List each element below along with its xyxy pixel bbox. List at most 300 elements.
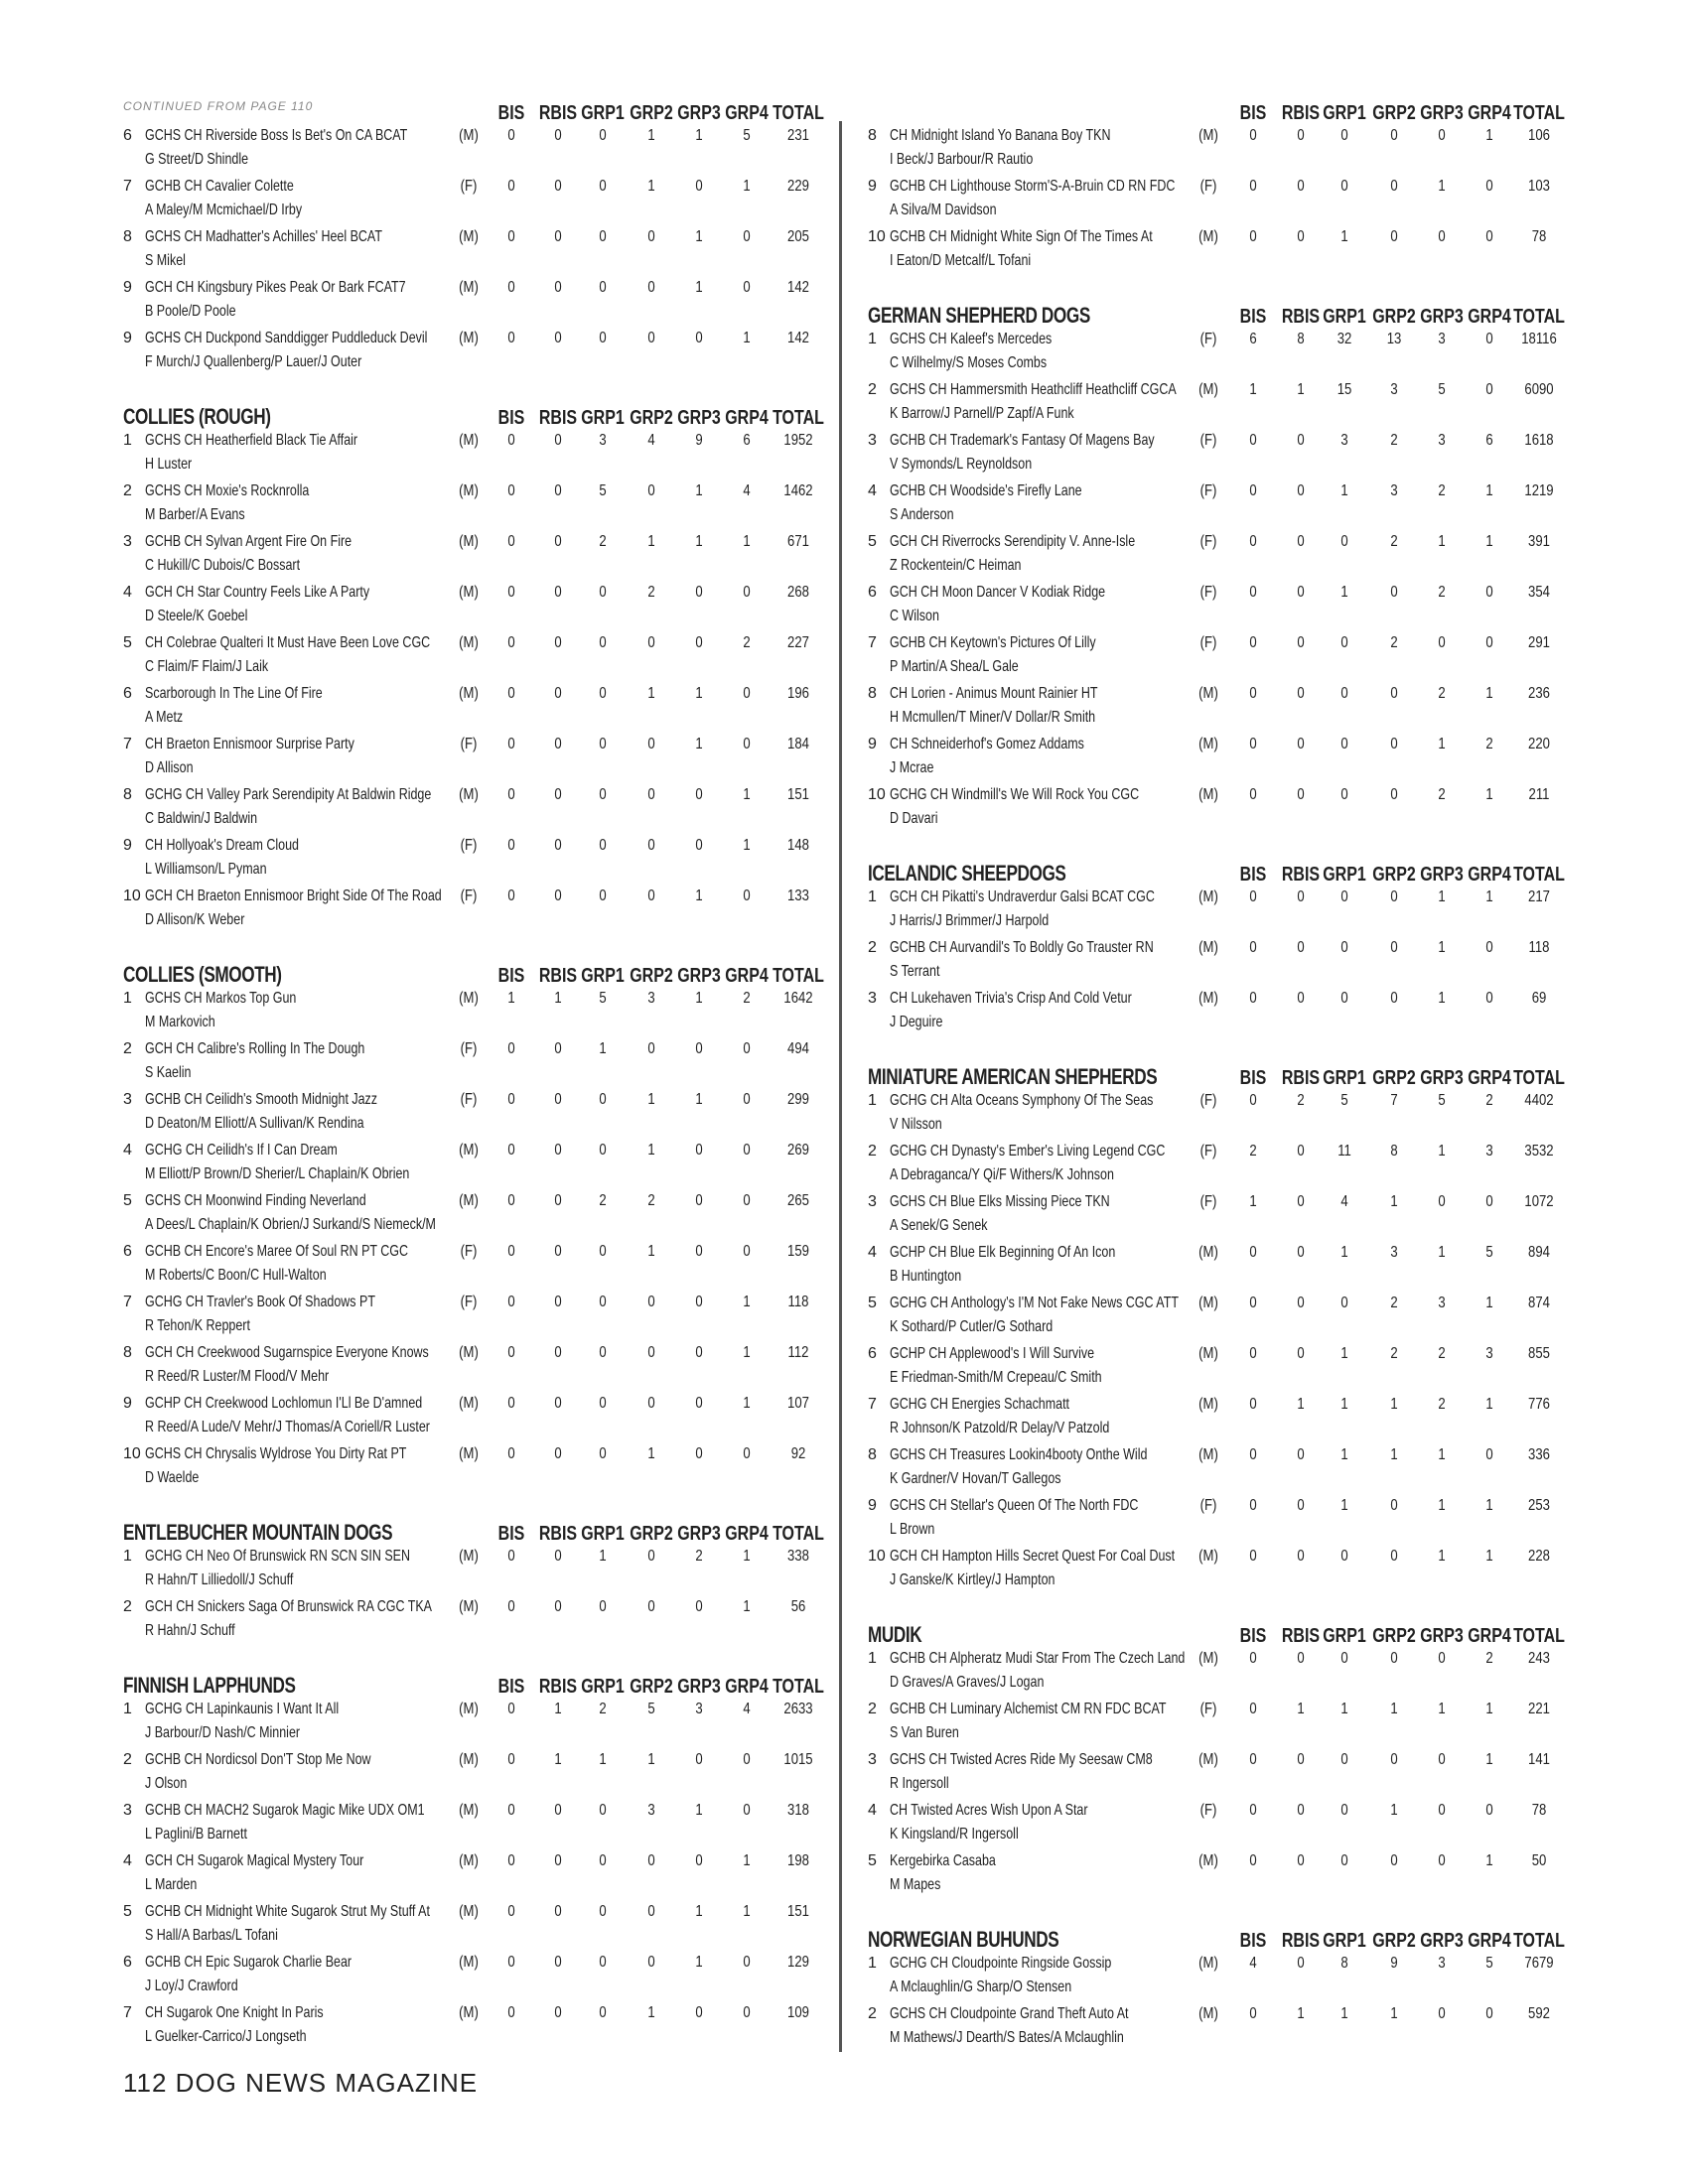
stat-grp1: 3 <box>1340 432 1348 449</box>
stat-bis: 0 <box>1249 1650 1257 1667</box>
stat-grp3: 1 <box>695 1954 703 1971</box>
stat-grp4: 0 <box>1485 634 1493 651</box>
stat-grp4: 1 <box>1485 127 1493 144</box>
stat-grp3: 3 <box>1438 432 1446 449</box>
stat-grp3: 1 <box>695 685 703 702</box>
rank: 4 <box>123 584 132 601</box>
stat-grp2: 1 <box>1390 1396 1398 1413</box>
owners: S Kaelin <box>145 1064 192 1081</box>
stat-bis: 0 <box>1249 685 1257 702</box>
owners: D Allison <box>145 759 194 776</box>
dog-entry <box>864 331 1569 381</box>
stat-grp4: 5 <box>1485 1244 1493 1261</box>
stat-grp1: 0 <box>1340 533 1348 550</box>
stat-grp1: 1 <box>1340 2005 1348 2022</box>
stat-grp1: 1 <box>1340 1497 1348 1514</box>
rank: 3 <box>123 1802 132 1819</box>
stat-total: 220 <box>1528 736 1550 752</box>
owners: C Wilson <box>890 608 939 624</box>
rank: 3 <box>123 533 132 550</box>
stat-grp4: 1 <box>1485 685 1493 702</box>
sex: (M) <box>459 1142 479 1159</box>
column-divider <box>839 121 842 2052</box>
owners: A Debraganca/Y Qi/F Withers/K Johnson <box>890 1166 1114 1183</box>
column-header-total: TOTAL <box>1513 864 1565 886</box>
stat-grp3: 0 <box>695 786 703 803</box>
stat-grp4: 1 <box>1485 1701 1493 1717</box>
stat-rbis: 0 <box>1297 786 1305 803</box>
stat-rbis: 1 <box>554 1751 562 1768</box>
stat-bis: 0 <box>507 786 515 803</box>
stat-bis: 0 <box>507 1344 515 1361</box>
column-header-grp2: GRP2 <box>630 1523 673 1545</box>
stat-rbis: 0 <box>1297 1497 1305 1514</box>
stat-rbis: 0 <box>1297 1650 1305 1667</box>
stat-total: 92 <box>790 1445 806 1462</box>
sex: (M) <box>459 1852 479 1869</box>
stat-grp3: 1 <box>695 736 703 752</box>
breed-section <box>119 960 824 1496</box>
stat-rbis: 0 <box>1297 1244 1305 1261</box>
stat-grp1: 0 <box>1340 1548 1348 1565</box>
stat-rbis: 0 <box>554 1802 562 1819</box>
column-header-total: TOTAL <box>773 102 824 124</box>
dog-name: GCHB CH Epic Sugarok Charlie Bear <box>145 1954 352 1971</box>
stat-grp4: 5 <box>743 127 751 144</box>
column-header-grp3: GRP3 <box>677 1523 721 1545</box>
dog-name: GCHS CH Heatherfield Black Tie Affair <box>145 432 358 449</box>
stat-rbis: 0 <box>1297 634 1305 651</box>
owners: I Beck/J Barbour/R Rautio <box>890 151 1034 168</box>
stat-rbis: 0 <box>554 1294 562 1310</box>
stat-total: 151 <box>787 786 809 803</box>
stat-grp1: 1 <box>1340 1396 1348 1413</box>
breed-title: COLLIES (SMOOTH) <box>123 962 282 987</box>
dog-name: GCHS CH Hammersmith Heathcliff Heathcliff CGCA <box>890 381 1177 398</box>
stat-grp1: 1 <box>599 1751 607 1768</box>
stat-bis: 0 <box>507 685 515 702</box>
dog-entry <box>119 1802 819 1852</box>
owners: H Luster <box>145 456 193 473</box>
dog-name: GCHP CH Blue Elk Beginning Of An Icon <box>890 1244 1116 1261</box>
owners: L Brown <box>890 1521 935 1538</box>
rank: 2 <box>868 381 877 398</box>
dog-entry <box>864 1244 1569 1295</box>
section-header <box>864 1620 1569 1650</box>
column-header-grp4: GRP4 <box>725 1523 769 1545</box>
column-header-grp3: GRP3 <box>1420 864 1464 886</box>
stat-grp4: 3 <box>1485 1143 1493 1160</box>
stat-bis: 0 <box>1249 990 1257 1007</box>
dog-entry <box>864 786 1569 837</box>
stat-grp2: 1 <box>647 127 655 144</box>
owners: J Mcrae <box>890 759 934 776</box>
stat-total: 78 <box>1531 228 1547 245</box>
stat-total: 151 <box>787 1903 809 1920</box>
stat-grp2: 0 <box>647 279 655 296</box>
stat-grp4: 1 <box>1485 1548 1493 1565</box>
stat-grp3: 5 <box>1438 381 1446 398</box>
stat-grp1: 0 <box>599 1802 607 1819</box>
dog-name: Kergebirka Casaba <box>890 1852 996 1869</box>
dog-name: GCHS CH Blue Elks Missing Piece TKN <box>890 1193 1110 1210</box>
column-header-grp4: GRP4 <box>725 407 769 429</box>
stat-total: 291 <box>1528 634 1550 651</box>
stat-grp2: 1 <box>1390 1802 1398 1819</box>
stat-grp3: 0 <box>1438 1802 1446 1819</box>
stat-grp1: 0 <box>599 634 607 651</box>
stat-total: 106 <box>1528 127 1550 144</box>
dog-name: GCHB CH Nordicsol Don'T Stop Me Now <box>145 1751 371 1768</box>
rank: 3 <box>868 1751 877 1768</box>
owners: S Mikel <box>145 252 186 269</box>
column-header-bis: BIS <box>1239 1930 1267 1952</box>
stat-rbis: 0 <box>554 1395 562 1412</box>
dog-entry <box>119 1344 819 1395</box>
stat-total: 338 <box>787 1548 809 1565</box>
dog-entry <box>864 888 1569 939</box>
stat-total: 229 <box>787 178 809 195</box>
stat-grp4: 0 <box>1485 2005 1493 2022</box>
column-header-grp4: GRP4 <box>1468 1930 1511 1952</box>
column-header-total: TOTAL <box>1513 102 1565 124</box>
column-header-total: TOTAL <box>1513 1930 1565 1952</box>
stat-total: 1219 <box>1524 482 1554 499</box>
column-header-grp3: GRP3 <box>1420 1625 1464 1647</box>
stat-grp1: 0 <box>599 1344 607 1361</box>
column-header-bis: BIS <box>497 407 525 429</box>
rank: 5 <box>868 1852 877 1869</box>
stat-grp4: 0 <box>743 1954 751 1971</box>
dog-entry <box>119 1142 819 1192</box>
stat-grp4: 1 <box>743 1344 751 1361</box>
stat-bis: 0 <box>1249 1701 1257 1717</box>
stat-bis: 0 <box>507 1395 515 1412</box>
stat-grp1: 0 <box>1340 736 1348 752</box>
stat-grp3: 2 <box>1438 685 1446 702</box>
stat-grp3: 0 <box>695 1751 703 1768</box>
stat-rbis: 0 <box>554 2004 562 2021</box>
stat-rbis: 0 <box>554 1142 562 1159</box>
stat-bis: 0 <box>1249 1396 1257 1413</box>
stat-bis: 0 <box>1249 228 1257 245</box>
stat-total: 318 <box>787 1802 809 1819</box>
stat-grp1: 11 <box>1337 1143 1351 1160</box>
stat-bis: 0 <box>507 1294 515 1310</box>
stat-rbis: 0 <box>1297 584 1305 601</box>
stat-grp3: 0 <box>695 1243 703 1260</box>
stat-grp3: 2 <box>1438 482 1446 499</box>
stat-grp2: 0 <box>647 228 655 245</box>
owners: D Allison/K Weber <box>145 911 245 928</box>
rank: 8 <box>868 685 877 702</box>
stat-grp1: 1 <box>1340 228 1348 245</box>
stat-grp4: 0 <box>1485 331 1493 347</box>
column-header-grp1: GRP1 <box>581 965 625 987</box>
stat-rbis: 0 <box>1297 533 1305 550</box>
dog-entry <box>119 279 819 330</box>
dog-name: CH Midnight Island Yo Banana Boy TKN <box>890 127 1111 144</box>
stat-rbis: 0 <box>554 533 562 550</box>
dog-entry <box>119 178 819 228</box>
stat-bis: 0 <box>1249 482 1257 499</box>
stat-bis: 0 <box>507 1091 515 1108</box>
column-header-rbis: RBIS <box>1281 306 1321 328</box>
rank: 9 <box>123 330 132 346</box>
breed-section <box>864 1925 1569 2056</box>
breed-title: ICELANDIC SHEEPDOGS <box>868 861 1066 886</box>
stat-bis: 0 <box>1249 127 1257 144</box>
dog-entry <box>119 634 819 685</box>
stat-grp3: 0 <box>695 178 703 195</box>
rank: 8 <box>123 228 132 245</box>
stat-bis: 0 <box>1249 1295 1257 1311</box>
sex: (M) <box>459 990 479 1007</box>
rank: 5 <box>868 1295 877 1311</box>
stat-grp4: 1 <box>1485 1497 1493 1514</box>
owners: A Senek/G Senek <box>890 1217 988 1234</box>
column-header-grp2: GRP2 <box>630 407 673 429</box>
owners: H Mcmullen/T Miner/V Dollar/R Smith <box>890 709 1096 726</box>
stat-grp3: 9 <box>695 432 703 449</box>
column-header-bis: BIS <box>497 965 525 987</box>
dog-entry <box>119 1751 819 1802</box>
dog-entry <box>864 939 1569 990</box>
owners: D Graves/A Graves/J Logan <box>890 1674 1045 1691</box>
stat-total: 231 <box>787 127 809 144</box>
dog-entry <box>864 1852 1569 1903</box>
rank: 4 <box>868 1244 877 1261</box>
stat-grp3: 1 <box>695 1091 703 1108</box>
rank: 1 <box>123 1701 132 1717</box>
stat-grp2: 0 <box>647 1294 655 1310</box>
owners: C Baldwin/J Baldwin <box>145 810 258 827</box>
stat-rbis: 0 <box>554 1192 562 1209</box>
column-header-grp3: GRP3 <box>1420 306 1464 328</box>
dog-name: GCHS CH Moonwind Finding Neverland <box>145 1192 366 1209</box>
stat-grp4: 6 <box>1485 432 1493 449</box>
dog-entry <box>864 2005 1569 2056</box>
stat-grp1: 0 <box>1340 127 1348 144</box>
stat-rbis: 0 <box>1297 888 1305 905</box>
dog-name: GCHB CH Lighthouse Storm'S-A-Bruin CD RN FDC <box>890 178 1176 195</box>
stat-bis: 1 <box>1249 1193 1257 1210</box>
owners: B Huntington <box>890 1268 962 1285</box>
stat-bis: 0 <box>507 1903 515 1920</box>
stat-bis: 0 <box>507 1142 515 1159</box>
stat-grp1: 0 <box>599 736 607 752</box>
sex: (M) <box>459 584 479 601</box>
rank: 6 <box>123 1243 132 1260</box>
dog-entry <box>864 1701 1569 1751</box>
dog-name: GCHG CH Ceilidh's If I Can Dream <box>145 1142 338 1159</box>
stat-grp4: 0 <box>743 1040 751 1057</box>
dog-name: GCH CH Calibre's Rolling In The Dough <box>145 1040 365 1057</box>
stat-total: 265 <box>787 1192 809 1209</box>
stat-total: 211 <box>1528 786 1550 803</box>
rank: 7 <box>123 178 132 195</box>
stat-grp4: 1 <box>1485 1751 1493 1768</box>
stat-total: 184 <box>787 736 809 752</box>
rank: 5 <box>123 1192 132 1209</box>
stat-rbis: 0 <box>554 432 562 449</box>
owners: M Elliott/P Brown/D Sherier/L Chaplain/K Obrien <box>145 1165 410 1182</box>
stat-total: 1952 <box>783 432 813 449</box>
stat-grp4: 1 <box>1485 1396 1493 1413</box>
stat-grp4: 1 <box>743 1395 751 1412</box>
stat-rbis: 0 <box>1297 990 1305 1007</box>
rank: 5 <box>123 1903 132 1920</box>
stat-bis: 0 <box>1249 1852 1257 1869</box>
stat-rbis: 1 <box>1297 2005 1305 2022</box>
owners: K Barrow/J Parnell/P Zapf/A Funk <box>890 405 1074 422</box>
stat-grp1: 0 <box>599 178 607 195</box>
stat-grp1: 0 <box>599 1294 607 1310</box>
dog-name: GCH CH Star Country Feels Like A Party <box>145 584 370 601</box>
sex: (F) <box>1199 178 1217 195</box>
stat-grp1: 0 <box>599 1142 607 1159</box>
rank: 1 <box>123 990 132 1007</box>
stat-grp2: 5 <box>647 1701 655 1717</box>
sex: (F) <box>1199 533 1217 550</box>
stat-grp3: 1 <box>1438 939 1446 956</box>
owners: D Deaton/M Elliott/A Sullivan/K Rendina <box>145 1115 364 1132</box>
rank: 3 <box>868 990 877 1007</box>
stat-grp3: 0 <box>1438 1650 1446 1667</box>
stat-grp1: 0 <box>1340 634 1348 651</box>
sex: (M) <box>1198 1345 1218 1362</box>
stat-rbis: 0 <box>1297 1295 1305 1311</box>
rank: 5 <box>868 533 877 550</box>
column-header-rbis: RBIS <box>1281 1930 1321 1952</box>
stat-grp3: 0 <box>695 1445 703 1462</box>
dog-name: GCHB CH Midnight White Sign Of The Times At <box>890 228 1153 245</box>
stat-grp2: 0 <box>1390 1650 1398 1667</box>
section-header <box>119 960 824 990</box>
sex: (M) <box>459 1903 479 1920</box>
column-header-rbis: RBIS <box>538 407 578 429</box>
stat-grp2: 1 <box>647 1091 655 1108</box>
stat-grp1: 5 <box>1340 1092 1348 1109</box>
stat-grp4: 3 <box>1485 1345 1493 1362</box>
stat-grp2: 1 <box>647 533 655 550</box>
stat-total: 1462 <box>783 482 813 499</box>
stat-grp1: 5 <box>599 482 607 499</box>
stat-grp1: 1 <box>1340 1244 1348 1261</box>
stat-bis: 0 <box>1249 1548 1257 1565</box>
rank: 9 <box>868 1497 877 1514</box>
stat-grp2: 0 <box>1390 127 1398 144</box>
stat-grp1: 0 <box>1340 939 1348 956</box>
rank: 8 <box>123 1344 132 1361</box>
stat-rbis: 0 <box>554 279 562 296</box>
dog-entry <box>119 1445 819 1496</box>
dog-name: GCH CH Moon Dancer V Kodiak Ridge <box>890 584 1106 601</box>
dog-entry <box>119 2004 819 2055</box>
sex: (F) <box>1199 584 1217 601</box>
stat-bis: 0 <box>1249 1751 1257 1768</box>
column-header-grp3: GRP3 <box>677 102 721 124</box>
stat-grp3: 1 <box>1438 178 1446 195</box>
stat-grp4: 0 <box>743 736 751 752</box>
owners: S Terrant <box>890 963 940 980</box>
stat-rbis: 0 <box>1297 1193 1305 1210</box>
sex: (M) <box>459 1954 479 1971</box>
dog-name: Scarborough In The Line Of Fire <box>145 685 323 702</box>
dog-name: GCHS CH Cloudpointe Grand Theft Auto At <box>890 2005 1129 2022</box>
stat-bis: 0 <box>507 736 515 752</box>
stat-grp1: 15 <box>1336 381 1352 398</box>
sex: (M) <box>459 533 479 550</box>
sex: (M) <box>1198 1446 1218 1463</box>
stat-grp1: 0 <box>1340 1852 1348 1869</box>
stat-grp3: 0 <box>1438 2005 1446 2022</box>
stat-grp1: 0 <box>599 2004 607 2021</box>
sex: (M) <box>459 1701 479 1717</box>
rank: 4 <box>123 1852 132 1869</box>
stat-grp3: 0 <box>1438 634 1446 651</box>
owners: K Gardner/V Hovan/T Gallegos <box>890 1470 1061 1487</box>
dog-entry <box>864 736 1569 786</box>
rank: 1 <box>123 432 132 449</box>
owners: A Dees/L Chaplain/K Obrien/J Surkand/S Niemeck/M <box>145 1216 436 1233</box>
stat-total: 205 <box>787 228 809 245</box>
stat-grp4: 1 <box>743 533 751 550</box>
stat-rbis: 0 <box>1297 432 1305 449</box>
stat-grp3: 0 <box>1438 1193 1446 1210</box>
stat-grp2: 4 <box>647 432 655 449</box>
owners: J Olson <box>145 1775 188 1792</box>
dog-entry <box>119 432 819 482</box>
stat-grp3: 0 <box>1438 1852 1446 1869</box>
dog-name: GCH CH Creekwood Sugarnspice Everyone Knows <box>145 1344 429 1361</box>
stat-rbis: 0 <box>554 228 562 245</box>
stat-grp4: 0 <box>743 1802 751 1819</box>
stat-grp1: 0 <box>599 1598 607 1615</box>
dog-entry <box>119 887 819 938</box>
stat-grp4: 0 <box>743 279 751 296</box>
column-header-grp2: GRP2 <box>630 1676 673 1698</box>
owners: A Maley/M Mcmichael/D Irby <box>145 202 303 218</box>
stat-rbis: 0 <box>554 736 562 752</box>
stat-grp2: 1 <box>647 1445 655 1462</box>
stat-bis: 0 <box>507 178 515 195</box>
stat-rbis: 0 <box>1297 1852 1305 1869</box>
sex: (F) <box>460 1294 478 1310</box>
dog-name: GCHB CH Sylvan Argent Fire On Fire <box>145 533 352 550</box>
rank: 8 <box>868 127 877 144</box>
rank: 5 <box>123 634 132 651</box>
stat-bis: 0 <box>1249 533 1257 550</box>
stat-total: 159 <box>787 1243 809 1260</box>
stat-total: 228 <box>1528 1548 1550 1565</box>
rank: 1 <box>868 331 877 347</box>
column-header-grp2: GRP2 <box>630 102 673 124</box>
stat-grp3: 0 <box>1438 228 1446 245</box>
dog-entry <box>864 584 1569 634</box>
dog-entry <box>119 330 819 380</box>
dog-name: GCHS CH Chrysalis Wyldrose You Dirty Rat PT <box>145 1445 407 1462</box>
dog-entry <box>864 990 1569 1040</box>
dog-name: GCH CH Kingsbury Pikes Peak Or Bark FCAT7 <box>145 279 406 296</box>
stat-grp3: 1 <box>695 279 703 296</box>
dog-name: GCHB CH Midnight White Sugarok Strut My Stuff At <box>145 1903 430 1920</box>
stat-grp4: 4 <box>743 1701 751 1717</box>
sex: (M) <box>459 482 479 499</box>
sex: (M) <box>459 1598 479 1615</box>
column-header-total: TOTAL <box>773 407 824 429</box>
stat-total: 69 <box>1531 990 1547 1007</box>
